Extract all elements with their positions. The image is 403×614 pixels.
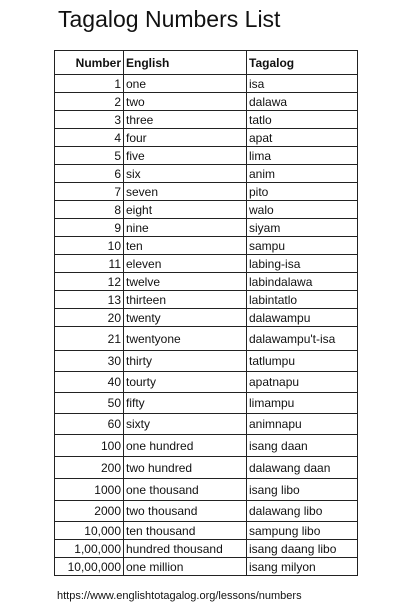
cell-english: thirteen <box>124 291 247 309</box>
cell-english: thirty <box>124 351 247 372</box>
table-row <box>55 393 358 414</box>
table-row <box>55 522 358 540</box>
cell-english: two hundred <box>124 457 247 479</box>
table-row <box>55 372 358 393</box>
cell-english: six <box>124 165 247 183</box>
cell-tagalog: sampung libo <box>247 522 358 540</box>
cell-english: one hundred <box>124 435 247 457</box>
source-url: https://www.englishtotagalog.org/lessons/numbers <box>57 590 302 602</box>
cell-english: twenty <box>124 309 247 327</box>
cell-english: sixty <box>124 414 247 435</box>
cell-english: one <box>124 75 247 93</box>
cell-number: 8 <box>55 201 124 219</box>
cell-number: 20 <box>55 309 124 327</box>
cell-number: 2 <box>55 93 124 111</box>
cell-english: three <box>124 111 247 129</box>
cell-english: twelve <box>124 273 247 291</box>
cell-number: 10,000 <box>55 522 124 540</box>
table-row <box>55 111 358 129</box>
cell-english: eleven <box>124 255 247 273</box>
cell-number: 11 <box>55 255 124 273</box>
cell-tagalog: tatlo <box>247 111 358 129</box>
cell-tagalog: isa <box>247 75 358 93</box>
table-row <box>55 129 358 147</box>
cell-english: one million <box>124 558 247 576</box>
table-row <box>55 501 358 522</box>
cell-number: 1 <box>55 75 124 93</box>
cell-english: fifty <box>124 393 247 414</box>
cell-tagalog: lima <box>247 147 358 165</box>
cell-number: 9 <box>55 219 124 237</box>
table-row <box>55 435 358 457</box>
numbers-table <box>54 50 358 576</box>
header-english: English <box>124 51 247 75</box>
table-row <box>55 75 358 93</box>
cell-english: four <box>124 129 247 147</box>
cell-number: 60 <box>55 414 124 435</box>
cell-tagalog: animnapu <box>247 414 358 435</box>
cell-english: two thousand <box>124 501 247 522</box>
cell-tagalog: apat <box>247 129 358 147</box>
cell-number: 1000 <box>55 479 124 501</box>
cell-english: hundred thousand <box>124 540 247 558</box>
cell-tagalog: labing-isa <box>247 255 358 273</box>
cell-english: nine <box>124 219 247 237</box>
cell-number: 4 <box>55 129 124 147</box>
table-row <box>55 291 358 309</box>
table-row <box>55 219 358 237</box>
cell-tagalog: isang milyon <box>247 558 358 576</box>
cell-number: 7 <box>55 183 124 201</box>
cell-tagalog: apatnapu <box>247 372 358 393</box>
header-tagalog: Tagalog <box>247 51 358 75</box>
cell-tagalog: labindalawa <box>247 273 358 291</box>
table-row <box>55 93 358 111</box>
cell-tagalog: dalawampu <box>247 309 358 327</box>
table-row <box>55 183 358 201</box>
cell-english: twentyone <box>124 327 247 351</box>
table-row <box>55 457 358 479</box>
table-row <box>55 479 358 501</box>
table-row <box>55 255 358 273</box>
page-title: Tagalog Numbers List <box>58 6 281 32</box>
cell-number: 30 <box>55 351 124 372</box>
cell-english: tourty <box>124 372 247 393</box>
table-row <box>55 147 358 165</box>
cell-tagalog: limampu <box>247 393 358 414</box>
cell-tagalog: tatlumpu <box>247 351 358 372</box>
cell-tagalog: isang libo <box>247 479 358 501</box>
cell-number: 21 <box>55 327 124 351</box>
cell-number: 5 <box>55 147 124 165</box>
cell-english: ten thousand <box>124 522 247 540</box>
cell-number: 10 <box>55 237 124 255</box>
table-row <box>55 351 358 372</box>
cell-tagalog: dalawa <box>247 93 358 111</box>
cell-english: one thousand <box>124 479 247 501</box>
cell-tagalog: isang daan <box>247 435 358 457</box>
cell-english: seven <box>124 183 247 201</box>
table-header-row <box>55 51 358 75</box>
table-row <box>55 540 358 558</box>
cell-english: ten <box>124 237 247 255</box>
cell-number: 10,00,000 <box>55 558 124 576</box>
cell-tagalog: dalawang daan <box>247 457 358 479</box>
table-row <box>55 201 358 219</box>
table-row <box>55 237 358 255</box>
cell-number: 1,00,000 <box>55 540 124 558</box>
cell-tagalog: dalawampu't-isa <box>247 327 358 351</box>
cell-english: eight <box>124 201 247 219</box>
cell-number: 3 <box>55 111 124 129</box>
header-number: Number <box>55 51 124 75</box>
cell-tagalog: dalawang libo <box>247 501 358 522</box>
cell-tagalog: sampu <box>247 237 358 255</box>
cell-number: 6 <box>55 165 124 183</box>
cell-number: 12 <box>55 273 124 291</box>
table-row <box>55 558 358 576</box>
cell-tagalog: siyam <box>247 219 358 237</box>
cell-tagalog: walo <box>247 201 358 219</box>
cell-tagalog: isang daang libo <box>247 540 358 558</box>
cell-tagalog: anim <box>247 165 358 183</box>
table-row <box>55 165 358 183</box>
cell-tagalog: pito <box>247 183 358 201</box>
cell-number: 13 <box>55 291 124 309</box>
cell-number: 50 <box>55 393 124 414</box>
table-row <box>55 327 358 351</box>
table-row <box>55 414 358 435</box>
table-row <box>55 273 358 291</box>
cell-tagalog: labintatlo <box>247 291 358 309</box>
table-body <box>55 75 358 576</box>
table-row <box>55 309 358 327</box>
cell-english: two <box>124 93 247 111</box>
cell-number: 2000 <box>55 501 124 522</box>
cell-number: 100 <box>55 435 124 457</box>
cell-number: 200 <box>55 457 124 479</box>
cell-number: 40 <box>55 372 124 393</box>
cell-english: five <box>124 147 247 165</box>
